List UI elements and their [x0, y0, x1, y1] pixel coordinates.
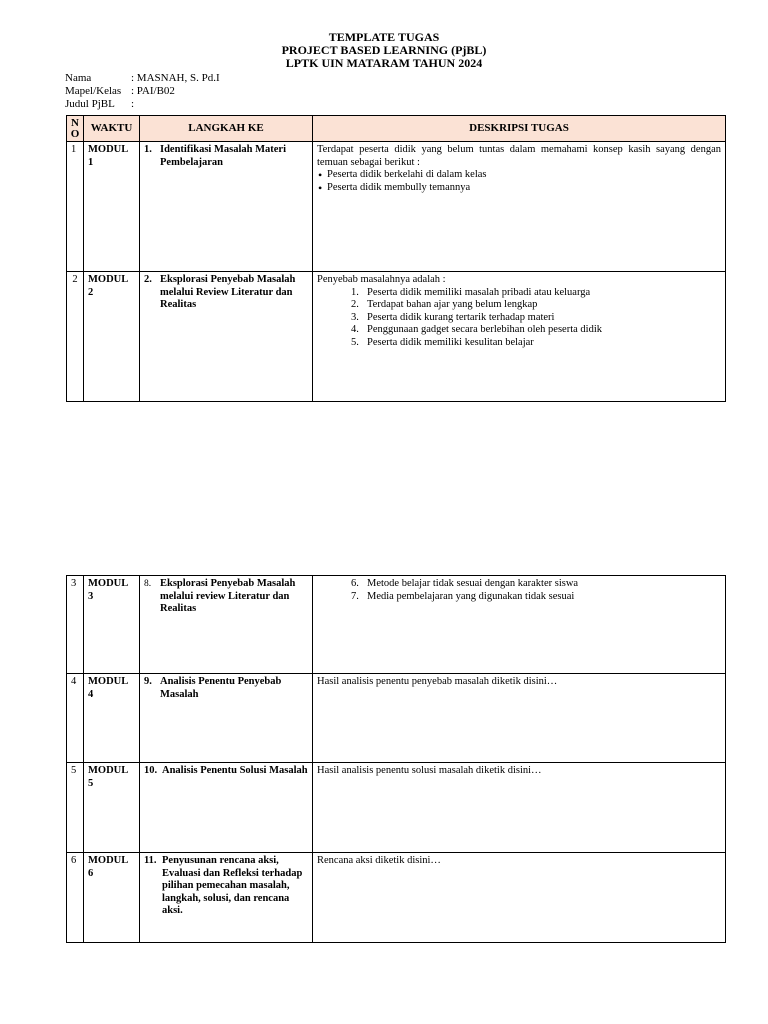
step-number: 2.: [144, 274, 152, 285]
row-langkah: [140, 142, 313, 272]
row-no: 2: [67, 272, 84, 402]
list-item-number: 2.: [351, 299, 359, 310]
row-deskripsi: [313, 142, 726, 272]
list-item-text: Metode belajar tidak sesuai dengan karakter siswa: [367, 578, 579, 589]
step-text: Penyusunan rencana aksi, Evaluasi dan Refleksi terhadap pilihan pemecahan masalah, langkah, solusi, dan rencana aksi.: [162, 855, 303, 916]
list-item: [317, 312, 721, 325]
row-no: 1: [67, 142, 84, 272]
list-item: [317, 299, 721, 312]
list-item-number: 6.: [351, 578, 359, 589]
meta-judul-value: :: [131, 98, 135, 110]
row-langkah: [140, 763, 313, 853]
desc-intro: Terdapat peserta didik yang belum tuntas dalam memahami konsep kasih sayang dengan temuan sebagai berikut :: [317, 144, 721, 168]
list-item-text: Media pembelajaran yang digunakan tidak sesuai: [367, 590, 575, 602]
step-number: 10.: [144, 765, 158, 776]
table-row: [67, 674, 726, 763]
doc-institution: LPTK UIN MATARAM TAHUN 2024: [285, 56, 483, 70]
row-langkah: [140, 853, 313, 943]
meta-nama-label: Nama: [65, 72, 92, 84]
list-item-text: Penggunaan gadget secara berlebihan oleh peserta didik: [367, 324, 602, 335]
list-item-text: Terdapat bahan ajar yang belum lengkap: [367, 299, 538, 310]
step-number: 9.: [144, 676, 152, 687]
bullet-item: • Peserta didik membully temannya: [317, 182, 721, 195]
row-deskripsi: [313, 576, 726, 674]
meta-judul-label: Judul PjBL: [65, 98, 115, 110]
list-item: [317, 287, 721, 300]
step-text: Analisis Penentu Solusi Masalah: [162, 765, 308, 776]
list-item-text: Peserta didik memiliki kesulitan belajar: [367, 336, 534, 348]
doc-title: TEMPLATE TUGAS: [328, 30, 440, 44]
step-text: Eksplorasi Penyebab Masalah melalui Review Literatur dan Realitas: [160, 274, 296, 310]
task-table-part1: [66, 115, 726, 402]
header-deskripsi: DESKRIPSI TUGAS: [313, 116, 726, 142]
step-text: Analisis Penentu Penyebab Masalah: [160, 676, 282, 700]
table-row: [67, 576, 726, 674]
table-row: [67, 272, 726, 402]
row-langkah: [140, 272, 313, 402]
list-item-number: 3.: [351, 311, 359, 323]
header-langkah: LANGKAH KE: [140, 116, 313, 142]
table-row: [67, 853, 726, 943]
row-waktu: MODUL 4: [84, 674, 140, 763]
step-text: Eksplorasi Penyebab Masalah melalui review Literatur dan Realitas: [160, 578, 296, 614]
row-waktu: MODUL 1: [84, 142, 140, 272]
row-langkah: [140, 576, 313, 674]
row-deskripsi: [313, 272, 726, 402]
row-waktu: MODUL 3: [84, 576, 140, 674]
list-item-number: 1.: [351, 286, 359, 298]
table-header-row: [67, 116, 726, 142]
bullet-item: • Peserta didik berkelahi di dalam kelas: [317, 169, 721, 182]
meta-nama-value: : MASNAH, S. Pd.I: [131, 72, 220, 84]
table-row: [67, 763, 726, 853]
table-row: [67, 142, 726, 272]
list-item-number: 7.: [351, 590, 359, 602]
row-waktu: MODUL 5: [84, 763, 140, 853]
meta-nama: [65, 73, 220, 84]
meta-judul: [65, 99, 134, 110]
meta-mapel-label: Mapel/Kelas: [65, 85, 122, 97]
step-number: 8.: [144, 579, 152, 589]
row-waktu: MODUL 2: [84, 272, 140, 402]
list-item-text: Peserta didik memiliki masalah pribadi atau keluarga: [367, 286, 591, 298]
list-item-number: 5.: [351, 336, 359, 348]
row-deskripsi: Hasil analisis penentu solusi masalah diketik disini…: [313, 763, 726, 853]
row-no: 4: [67, 674, 84, 763]
row-no: 3: [67, 576, 84, 674]
list-item: [317, 591, 721, 604]
row-deskripsi: Rencana aksi diketik disini…: [313, 853, 726, 943]
step-text: Identifikasi Masalah Materi Pembelajaran: [160, 144, 286, 168]
header-no: N O: [67, 116, 84, 142]
doc-subtitle: PROJECT BASED LEARNING (PjBL): [281, 43, 487, 57]
list-item-text: Peserta didik kurang tertarik terhadap materi: [367, 311, 555, 323]
meta-mapel-value: : PAI/B02: [131, 85, 175, 97]
list-item: [317, 337, 721, 350]
list-item-number: 4.: [351, 324, 359, 335]
meta-mapel: [65, 86, 175, 97]
row-no: 6: [67, 853, 84, 943]
list-item: [317, 324, 721, 337]
step-number: 11.: [144, 855, 157, 866]
row-langkah: [140, 674, 313, 763]
header-waktu: WAKTU: [84, 116, 140, 142]
step-number: 1.: [144, 144, 152, 155]
desc-intro: Penyebab masalahnya adalah :: [317, 274, 446, 285]
list-item: [317, 578, 721, 591]
task-table-part2: [66, 575, 726, 943]
row-waktu: MODUL 6: [84, 853, 140, 943]
row-deskripsi: Hasil analisis penentu penyebab masalah diketik disini…: [313, 674, 726, 763]
row-no: 5: [67, 763, 84, 853]
